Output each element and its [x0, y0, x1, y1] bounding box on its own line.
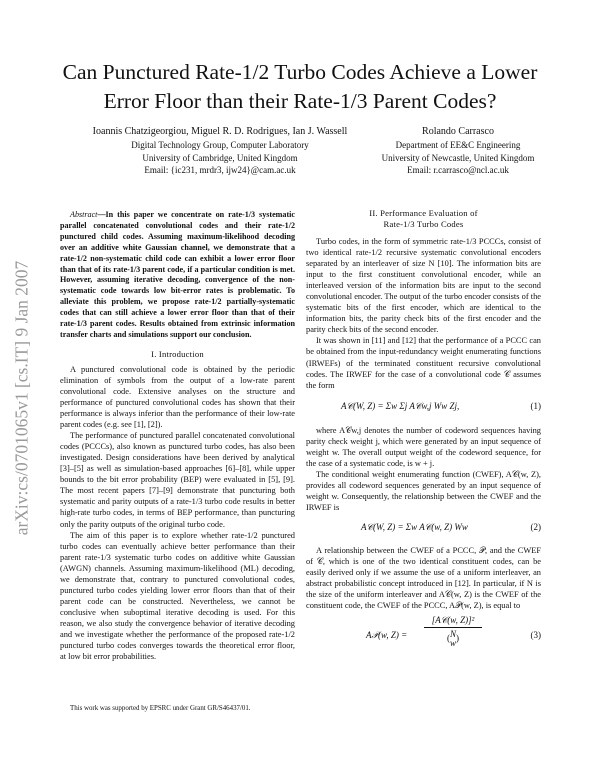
section-2-paragraph: where A𝒞w,j denotes the number of codeword sequences having parity check weight j, which were generated by an input sequence of weight w. The overall output weight of the codeword sequence, for the case of a systematic code, is w + j.	[306, 425, 541, 468]
authors-right-affiliation2: University of Newcastle, United Kingdom	[381, 152, 535, 163]
equation-2-body: A𝒞(W, Z) = Σw A𝒞(w, Z) Ww	[361, 522, 468, 533]
equation-3	[306, 615, 541, 661]
equation-1-number: (1)	[530, 400, 541, 411]
authors-right-names: Rolando Carrasco	[422, 126, 494, 137]
paper-title: Can Punctured Rate-1/2 Turbo Codes Achieve a Lower Error Floor than their Rate-1/3 Parent Codes?	[62, 60, 538, 113]
abstract	[60, 210, 295, 341]
authors-right-email: Email: r.carrasco@ncl.ac.uk	[407, 165, 509, 176]
section-2-paragraph: The conditional weight enumerating function (CWEF), A𝒞(w, Z), provides all codeword sequences generated by an input sequence of weight w. Consequently, the relationship between the CWEF and the IRWEF is	[306, 469, 541, 512]
abstract-label: Abstract	[70, 210, 98, 219]
section-1-heading: I. Introduction	[151, 348, 204, 359]
equation-3-fraction	[424, 615, 482, 648]
authors-left-block	[70, 126, 370, 177]
equation-1	[306, 395, 541, 421]
section-2-paragraph: Turbo codes, in the form of symmetric rate-1/3 PCCCs, consist of two identical rate-1/2 recursive systematic convolutional encoders separated by an interleaver of size N [10]. The information bits are input to the first constituent convolutional encoder, while an interleaved version of the information bits are input to the second convolutional encoder. The output of the turbo encoder consists of the systematic bits of the first encoder, which are identical to the information bits, the parity check bits of the first encoder and the parity check bits of the second encoder.	[306, 237, 541, 335]
equation-3-binom-bottom: w	[449, 638, 456, 649]
section-2-heading-line1: II. Performance Evaluation of	[369, 208, 478, 218]
authors-left-affiliation2: University of Cambridge, United Kingdom	[142, 152, 298, 163]
arxiv-stamp	[12, 210, 32, 585]
authors-right-affiliation1: Department of EE&C Engineering	[395, 139, 521, 150]
section-1-paragraph: The performance of punctured parallel concatenated convolutional codes (PCCCs), also known as punctured turbo codes, has also been investigated. Design considerations have been derived by analytical [3]–[5] as well as simulation-based approaches [6]–[8], while upper bounds to the bit error probability (BEP) were evaluated in [5], [9]. The most recent papers [7]–[9] demonstrate that puncturing both systematic and parity outputs of a rate-1/3 turbo code results in better high-rate turbo codes, in terms of BEP performance, than puncturing only the parity outputs of the original turbo code.	[60, 431, 295, 529]
authors-right-block	[348, 126, 568, 177]
abstract-text: —In this paper we concentrate on rate-1/3 systematic parallel concatenated convolutional codes and their rate-1/2 punctured child codes. Assuming maximum-likelihood decoding over an additive white Gaussian channel, we demonstrate that a rate-1/2 non-systematic child code can exhibit a lower error floor than that of its rate-1/3 parent code, if a particular condition is met. However, assuming iterative decoding, convergence of the non-systematic code towards low bit-error rates is problematic. To alleviate this problem, we propose rate-1/2 partially-systematic codes that can still achieve a lower error floor than that of their rate-1/3 parent codes. Results obtained from extrinsic information transfer charts and simulations support our conclusion.	[60, 210, 295, 339]
arxiv-stamp-text: arXiv:cs/0701065v1 [cs.IT] 9 Jan 2007	[11, 260, 32, 535]
equation-1-body: A𝒞(W, Z) = Σw Σj A𝒞w,j Ww Zj,	[341, 400, 460, 411]
section-1-paragraph: The aim of this paper is to explore whether rate-1/2 punctured turbo codes can eventually achieve better performance than their parent rate-1/3 systematic turbo codes on additive white Gaussian (AWGN) channels. Assuming maximum-likelihood (ML) decoding, we demonstrate that, contrary to punctured convolutional codes, punctured turbo codes yielding lower error floors than that of their parent code can be constructed. Nevertheless, we cannot be conclusive when suboptimal iterative decoding is used. For this reason, we also study the convergence behavior of iterative decoding and we investigate whether the performance of the proposed rate-1/2 punctured turbo codes converges towards the theoretical error floor, at low bit error probabilities.	[60, 530, 295, 662]
authors-left-names: Ioannis Chatzigeorgiou, Miguel R. D. Rodrigues, Ian J. Wassell	[92, 126, 348, 137]
section-2-heading-line2: Rate-1/3 Turbo Codes	[383, 219, 464, 229]
section-2-paragraph: A relationship between the CWEF of a PCCC, 𝒫, and the CWEF of 𝒞, which is one of the two identical constituent codes, can be easily derived only if we assume the use of a uniform interleaver, an abstract probabilistic concept introduced in [12]. In particular, if N is the size of the uniform interleaver and A𝒞(w, Z) is the CWEF of the constituent code, the CWEF of the PCCC, A𝒫(w, Z), is equal to	[306, 546, 541, 611]
section-2-paragraph: It was shown in [11] and [12] that the performance of a PCCC can be obtained from the input-redundancy weight enumerating functions (IRWEFs) of the terminated constituent recursive convolutional codes. The IRWEF for the case of a convolutional code 𝒞 assumes the form	[306, 336, 541, 390]
equation-3-binomial: ( N w )	[446, 629, 459, 649]
equation-3-binom-top: N	[449, 629, 456, 640]
equation-3-number: (3)	[530, 630, 541, 641]
equation-2-number: (2)	[530, 522, 541, 533]
right-column	[306, 208, 541, 661]
equation-3-numerator: [A𝒞(w, Z)]²	[424, 615, 482, 628]
footnote: This work was supported by EPSRC under Grant GR/S46437/01.	[70, 705, 251, 712]
authors-left-affiliation1: Digital Technology Group, Computer Laboratory	[131, 139, 309, 150]
section-1-paragraph: A punctured convolutional code is obtained by the periodic elimination of symbols from the output of a low-rate parent convolutional code. Extensive analyses on the structure and performance of punctured convolutional codes has shown that their performance is always inferior than the performance of their low-rate parent codes (e.g. see [1], [2]).	[60, 364, 295, 430]
left-column	[60, 210, 295, 662]
equation-2	[306, 517, 541, 541]
authors-left-email: Email: {ic231, mrdr3, ijw24}@cam.ac.uk	[144, 165, 296, 176]
equation-3-lhs: A𝒫(w, Z) =	[366, 630, 408, 641]
